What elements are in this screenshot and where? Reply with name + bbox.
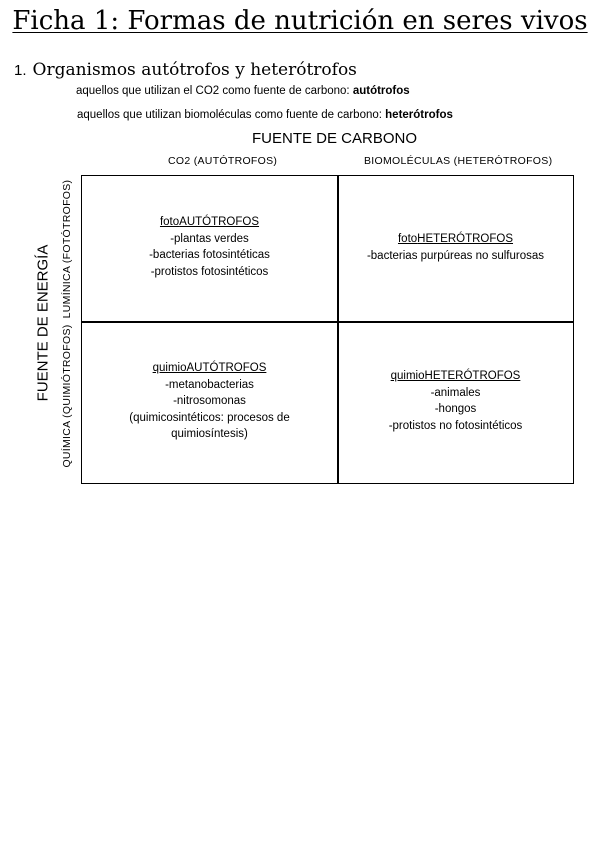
energy-source-label: FUENTE DE ENERGÍA (34, 244, 52, 402)
definition-autotrofos (76, 85, 410, 97)
column-header-co2: CO2 (AUTÓTROFOS) (168, 155, 278, 167)
carbon-source-header: FUENTE DE CARBONO (252, 130, 418, 147)
cell-heading: quimioAUTÓTROFOS (152, 362, 267, 374)
list-item: -protistos fotosintéticos (150, 265, 269, 278)
cell-heading: fotoAUTÓTROFOS (159, 216, 260, 228)
table-divider-horizontal (82, 321, 573, 323)
list-item: -plantas verdes (170, 232, 249, 245)
cell-heading: fotoHETERÓTROFOS (397, 233, 514, 245)
row-header-label: LUMÍNICA (FOTÓTROFOS) (61, 179, 73, 319)
list-item: -hongos (434, 403, 477, 415)
section-number: 1. (14, 62, 27, 79)
column-header-biomoleculas: BIOMOLÉCULAS (HETERÓTROFOS) (364, 155, 553, 167)
cell-quimioautotrofos (82, 360, 337, 443)
nutrition-table (81, 175, 574, 484)
row-header-label: QUÍMICA (QUIMIÓTROFOS) (61, 324, 73, 468)
cell-fotoheterotrofos (339, 231, 572, 264)
table-divider-vertical (337, 176, 339, 483)
list-item: -bacterias purpúreas no sulfurosas (366, 249, 545, 262)
page-title: Ficha 1: Formas de nutrición en seres vivos (12, 6, 588, 36)
list-item: quimiosíntesis) (171, 428, 248, 440)
definition-text: aquellos que utilizan biomoléculas como fuente de carbono: (77, 109, 386, 121)
definition-text: aquellos que utilizan el CO2 como fuente de carbono: (76, 85, 353, 97)
section-heading (14, 60, 357, 80)
list-item: -animales (430, 386, 481, 399)
list-item: -bacterias fotosintéticas (149, 249, 270, 261)
cell-quimioheterotrofos (339, 368, 572, 434)
definition-term: autótrofos (352, 85, 410, 97)
definition-term: heterótrofos (385, 109, 453, 121)
section-title: Organismos autótrofos y heterótrofos (32, 60, 357, 80)
list-item: -metanobacterias (165, 378, 254, 391)
list-item: (quimicosintéticos: procesos de (129, 411, 290, 424)
list-item: -protistos no fotosintéticos (388, 419, 523, 432)
definition-heterotrofos (77, 109, 453, 121)
cell-fotoautotrofos (82, 214, 337, 280)
list-item: -nitrosomonas (173, 395, 246, 407)
cell-heading: quimioHETERÓTROFOS (390, 370, 521, 382)
